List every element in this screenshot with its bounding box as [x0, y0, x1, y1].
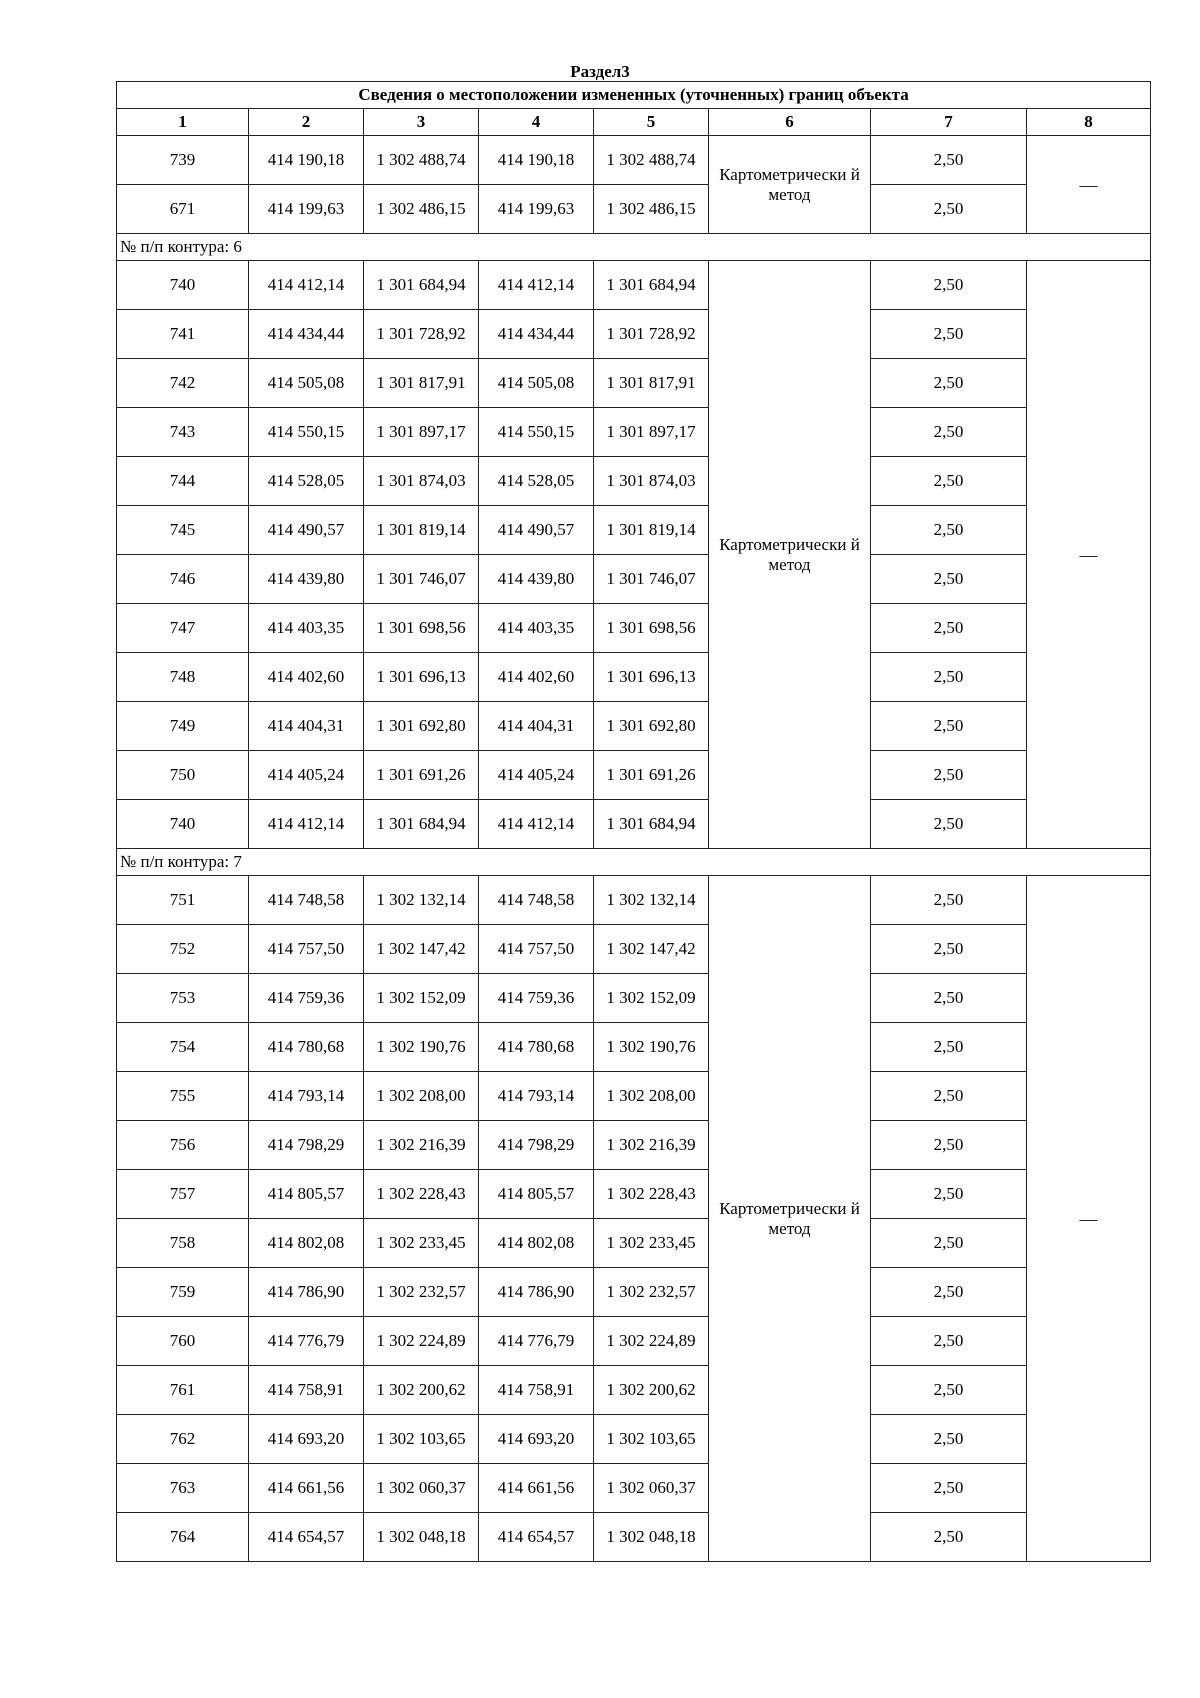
x-coord-cell: 414 402,60 [249, 653, 364, 702]
x-coord-new-cell: 414 528,05 [479, 457, 594, 506]
x-coord-cell: 414 793,14 [249, 1072, 364, 1121]
x-coord-new-cell: 414 439,80 [479, 555, 594, 604]
point-number-cell: 748 [117, 653, 249, 702]
x-coord-cell: 414 786,90 [249, 1268, 364, 1317]
x-coord-cell: 414 776,79 [249, 1317, 364, 1366]
x-coord-cell: 414 190,18 [249, 136, 364, 185]
x-coord-cell: 414 758,91 [249, 1366, 364, 1415]
point-number-cell: 762 [117, 1415, 249, 1464]
x-coord-new-cell: 414 757,50 [479, 925, 594, 974]
x-coord-cell: 414 405,24 [249, 751, 364, 800]
point-number-cell: 760 [117, 1317, 249, 1366]
x-coord-cell: 414 748,58 [249, 876, 364, 925]
x-coord-new-cell: 414 190,18 [479, 136, 594, 185]
y-coord-cell: 1 301 684,94 [364, 800, 479, 849]
x-coord-new-cell: 414 776,79 [479, 1317, 594, 1366]
y-coord-new-cell: 1 301 684,94 [594, 261, 709, 310]
point-number-cell: 764 [117, 1513, 249, 1562]
y-coord-cell: 1 302 147,42 [364, 925, 479, 974]
column-header: 1 [117, 109, 249, 136]
precision-cell: 2,50 [871, 1464, 1027, 1513]
y-coord-new-cell: 1 301 684,94 [594, 800, 709, 849]
precision-cell: 2,50 [871, 1513, 1027, 1562]
point-number-cell: 754 [117, 1023, 249, 1072]
point-number-cell: 756 [117, 1121, 249, 1170]
table-row [117, 1023, 1151, 1072]
x-coord-cell: 414 661,56 [249, 1464, 364, 1513]
x-coord-new-cell: 414 793,14 [479, 1072, 594, 1121]
point-number-cell: 761 [117, 1366, 249, 1415]
precision-cell: 2,50 [871, 702, 1027, 751]
x-coord-new-cell: 414 404,31 [479, 702, 594, 751]
note-dash-cell: — [1027, 261, 1151, 849]
table-row [117, 702, 1151, 751]
x-coord-cell: 414 404,31 [249, 702, 364, 751]
table-row [117, 261, 1151, 310]
y-coord-cell: 1 301 817,91 [364, 359, 479, 408]
y-coord-new-cell: 1 301 698,56 [594, 604, 709, 653]
y-coord-cell: 1 301 874,03 [364, 457, 479, 506]
table-row [117, 1219, 1151, 1268]
y-coord-new-cell: 1 302 233,45 [594, 1219, 709, 1268]
precision-cell: 2,50 [871, 359, 1027, 408]
table-row [117, 876, 1151, 925]
y-coord-cell: 1 301 684,94 [364, 261, 479, 310]
table-row [117, 653, 1151, 702]
y-coord-cell: 1 302 233,45 [364, 1219, 479, 1268]
point-number-cell: 742 [117, 359, 249, 408]
x-coord-new-cell: 414 759,36 [479, 974, 594, 1023]
x-coord-cell: 414 434,44 [249, 310, 364, 359]
y-coord-new-cell: 1 301 897,17 [594, 408, 709, 457]
table-row [117, 408, 1151, 457]
y-coord-new-cell: 1 302 486,15 [594, 185, 709, 234]
point-number-cell: 739 [117, 136, 249, 185]
x-coord-cell: 414 654,57 [249, 1513, 364, 1562]
precision-cell: 2,50 [871, 876, 1027, 925]
contour-label: № п/п контура: 6 [117, 234, 1151, 261]
precision-cell: 2,50 [871, 1366, 1027, 1415]
y-coord-cell: 1 301 692,80 [364, 702, 479, 751]
y-coord-cell: 1 301 698,56 [364, 604, 479, 653]
x-coord-cell: 414 757,50 [249, 925, 364, 974]
point-number-cell: 752 [117, 925, 249, 974]
table-row [117, 310, 1151, 359]
x-coord-new-cell: 414 405,24 [479, 751, 594, 800]
contour-row [117, 849, 1151, 876]
x-coord-cell: 414 759,36 [249, 974, 364, 1023]
x-coord-cell: 414 505,08 [249, 359, 364, 408]
precision-cell: 2,50 [871, 1072, 1027, 1121]
y-coord-new-cell: 1 302 488,74 [594, 136, 709, 185]
x-coord-new-cell: 414 661,56 [479, 1464, 594, 1513]
y-coord-cell: 1 302 228,43 [364, 1170, 479, 1219]
x-coord-new-cell: 414 490,57 [479, 506, 594, 555]
point-number-cell: 763 [117, 1464, 249, 1513]
precision-cell: 2,50 [871, 1121, 1027, 1170]
point-number-cell: 744 [117, 457, 249, 506]
y-coord-new-cell: 1 301 691,26 [594, 751, 709, 800]
table-title-row [117, 82, 1151, 109]
contour-label: № п/п контура: 7 [117, 849, 1151, 876]
table-row [117, 1317, 1151, 1366]
table-row [117, 555, 1151, 604]
note-dash-cell: — [1027, 876, 1151, 1562]
y-coord-new-cell: 1 301 819,14 [594, 506, 709, 555]
column-header: 8 [1027, 109, 1151, 136]
column-header: 5 [594, 109, 709, 136]
y-coord-cell: 1 302 103,65 [364, 1415, 479, 1464]
table-row [117, 1268, 1151, 1317]
y-coord-new-cell: 1 302 132,14 [594, 876, 709, 925]
y-coord-new-cell: 1 302 224,89 [594, 1317, 709, 1366]
x-coord-cell: 414 412,14 [249, 800, 364, 849]
precision-cell: 2,50 [871, 408, 1027, 457]
x-coord-cell: 414 490,57 [249, 506, 364, 555]
y-coord-new-cell: 1 301 696,13 [594, 653, 709, 702]
precision-cell: 2,50 [871, 604, 1027, 653]
y-coord-new-cell: 1 301 874,03 [594, 457, 709, 506]
y-coord-new-cell: 1 302 228,43 [594, 1170, 709, 1219]
table-row [117, 1464, 1151, 1513]
x-coord-cell: 414 693,20 [249, 1415, 364, 1464]
x-coord-new-cell: 414 805,57 [479, 1170, 594, 1219]
y-coord-cell: 1 302 224,89 [364, 1317, 479, 1366]
y-coord-new-cell: 1 302 060,37 [594, 1464, 709, 1513]
x-coord-cell: 414 550,15 [249, 408, 364, 457]
y-coord-cell: 1 302 152,09 [364, 974, 479, 1023]
point-number-cell: 751 [117, 876, 249, 925]
x-coord-new-cell: 414 402,60 [479, 653, 594, 702]
x-coord-new-cell: 414 434,44 [479, 310, 594, 359]
x-coord-cell: 414 412,14 [249, 261, 364, 310]
method-cell: Картометрически й метод [709, 261, 871, 849]
table-row [117, 506, 1151, 555]
x-coord-cell: 414 780,68 [249, 1023, 364, 1072]
y-coord-cell: 1 301 746,07 [364, 555, 479, 604]
note-dash-cell: — [1027, 136, 1151, 234]
x-coord-cell: 414 439,80 [249, 555, 364, 604]
column-header: 4 [479, 109, 594, 136]
y-coord-cell: 1 302 048,18 [364, 1513, 479, 1562]
column-header: 7 [871, 109, 1027, 136]
precision-cell: 2,50 [871, 136, 1027, 185]
x-coord-new-cell: 414 199,63 [479, 185, 594, 234]
precision-cell: 2,50 [871, 555, 1027, 604]
point-number-cell: 743 [117, 408, 249, 457]
precision-cell: 2,50 [871, 1317, 1027, 1366]
y-coord-cell: 1 302 200,62 [364, 1366, 479, 1415]
x-coord-new-cell: 414 550,15 [479, 408, 594, 457]
table-row [117, 1072, 1151, 1121]
precision-cell: 2,50 [871, 1415, 1027, 1464]
y-coord-new-cell: 1 301 746,07 [594, 555, 709, 604]
precision-cell: 2,50 [871, 457, 1027, 506]
y-coord-new-cell: 1 302 048,18 [594, 1513, 709, 1562]
point-number-cell: 750 [117, 751, 249, 800]
x-coord-new-cell: 414 693,20 [479, 1415, 594, 1464]
x-coord-new-cell: 414 786,90 [479, 1268, 594, 1317]
y-coord-new-cell: 1 302 208,00 [594, 1072, 709, 1121]
point-number-cell: 759 [117, 1268, 249, 1317]
column-header-row [117, 109, 1151, 136]
column-header: 6 [709, 109, 871, 136]
precision-cell: 2,50 [871, 310, 1027, 359]
y-coord-new-cell: 1 301 817,91 [594, 359, 709, 408]
y-coord-new-cell: 1 301 728,92 [594, 310, 709, 359]
point-number-cell: 746 [117, 555, 249, 604]
precision-cell: 2,50 [871, 261, 1027, 310]
x-coord-cell: 414 199,63 [249, 185, 364, 234]
y-coord-cell: 1 301 691,26 [364, 751, 479, 800]
precision-cell: 2,50 [871, 925, 1027, 974]
y-coord-cell: 1 302 488,74 [364, 136, 479, 185]
y-coord-new-cell: 1 302 200,62 [594, 1366, 709, 1415]
y-coord-cell: 1 302 190,76 [364, 1023, 479, 1072]
table-row [117, 925, 1151, 974]
x-coord-new-cell: 414 758,91 [479, 1366, 594, 1415]
column-header: 2 [249, 109, 364, 136]
precision-cell: 2,50 [871, 653, 1027, 702]
x-coord-new-cell: 414 802,08 [479, 1219, 594, 1268]
table-row [117, 1415, 1151, 1464]
precision-cell: 2,50 [871, 1170, 1027, 1219]
y-coord-new-cell: 1 302 190,76 [594, 1023, 709, 1072]
x-coord-cell: 414 403,35 [249, 604, 364, 653]
y-coord-cell: 1 301 819,14 [364, 506, 479, 555]
table-row [117, 457, 1151, 506]
table-row [117, 1366, 1151, 1415]
table-row [117, 1513, 1151, 1562]
point-number-cell: 753 [117, 974, 249, 1023]
table-row [117, 1121, 1151, 1170]
precision-cell: 2,50 [871, 751, 1027, 800]
contour-row [117, 234, 1151, 261]
table-row [117, 800, 1151, 849]
x-coord-new-cell: 414 505,08 [479, 359, 594, 408]
y-coord-cell: 1 302 132,14 [364, 876, 479, 925]
y-coord-cell: 1 301 897,17 [364, 408, 479, 457]
point-number-cell: 755 [117, 1072, 249, 1121]
table-row [117, 185, 1151, 234]
precision-cell: 2,50 [871, 800, 1027, 849]
y-coord-cell: 1 302 216,39 [364, 1121, 479, 1170]
y-coord-new-cell: 1 301 692,80 [594, 702, 709, 751]
table-row [117, 751, 1151, 800]
x-coord-new-cell: 414 412,14 [479, 261, 594, 310]
section-title: Раздел3 [570, 62, 630, 81]
x-coord-new-cell: 414 654,57 [479, 1513, 594, 1562]
precision-cell: 2,50 [871, 1268, 1027, 1317]
y-coord-cell: 1 302 486,15 [364, 185, 479, 234]
table-title: Сведения о местоположении измененных (уточненных) границ объекта [117, 82, 1151, 109]
x-coord-new-cell: 414 748,58 [479, 876, 594, 925]
precision-cell: 2,50 [871, 1023, 1027, 1072]
boundary-table [116, 81, 1151, 1562]
x-coord-new-cell: 414 798,29 [479, 1121, 594, 1170]
point-number-cell: 740 [117, 261, 249, 310]
point-number-cell: 758 [117, 1219, 249, 1268]
table-row [117, 136, 1151, 185]
x-coord-cell: 414 805,57 [249, 1170, 364, 1219]
precision-cell: 2,50 [871, 185, 1027, 234]
precision-cell: 2,50 [871, 1219, 1027, 1268]
y-coord-new-cell: 1 302 216,39 [594, 1121, 709, 1170]
column-header: 3 [364, 109, 479, 136]
method-cell: Картометрически й метод [709, 136, 871, 234]
x-coord-new-cell: 414 780,68 [479, 1023, 594, 1072]
x-coord-cell: 414 802,08 [249, 1219, 364, 1268]
y-coord-cell: 1 301 696,13 [364, 653, 479, 702]
point-number-cell: 757 [117, 1170, 249, 1219]
x-coord-cell: 414 528,05 [249, 457, 364, 506]
y-coord-cell: 1 302 060,37 [364, 1464, 479, 1513]
x-coord-cell: 414 798,29 [249, 1121, 364, 1170]
table-row [117, 1170, 1151, 1219]
y-coord-new-cell: 1 302 103,65 [594, 1415, 709, 1464]
y-coord-cell: 1 302 208,00 [364, 1072, 479, 1121]
method-cell: Картометрически й метод [709, 876, 871, 1562]
y-coord-new-cell: 1 302 152,09 [594, 974, 709, 1023]
y-coord-cell: 1 301 728,92 [364, 310, 479, 359]
point-number-cell: 741 [117, 310, 249, 359]
point-number-cell: 747 [117, 604, 249, 653]
x-coord-new-cell: 414 412,14 [479, 800, 594, 849]
table-row [117, 974, 1151, 1023]
point-number-cell: 671 [117, 185, 249, 234]
table-row [117, 359, 1151, 408]
y-coord-new-cell: 1 302 232,57 [594, 1268, 709, 1317]
point-number-cell: 749 [117, 702, 249, 751]
y-coord-new-cell: 1 302 147,42 [594, 925, 709, 974]
precision-cell: 2,50 [871, 974, 1027, 1023]
point-number-cell: 745 [117, 506, 249, 555]
table-row [117, 604, 1151, 653]
point-number-cell: 740 [117, 800, 249, 849]
x-coord-new-cell: 414 403,35 [479, 604, 594, 653]
y-coord-cell: 1 302 232,57 [364, 1268, 479, 1317]
precision-cell: 2,50 [871, 506, 1027, 555]
